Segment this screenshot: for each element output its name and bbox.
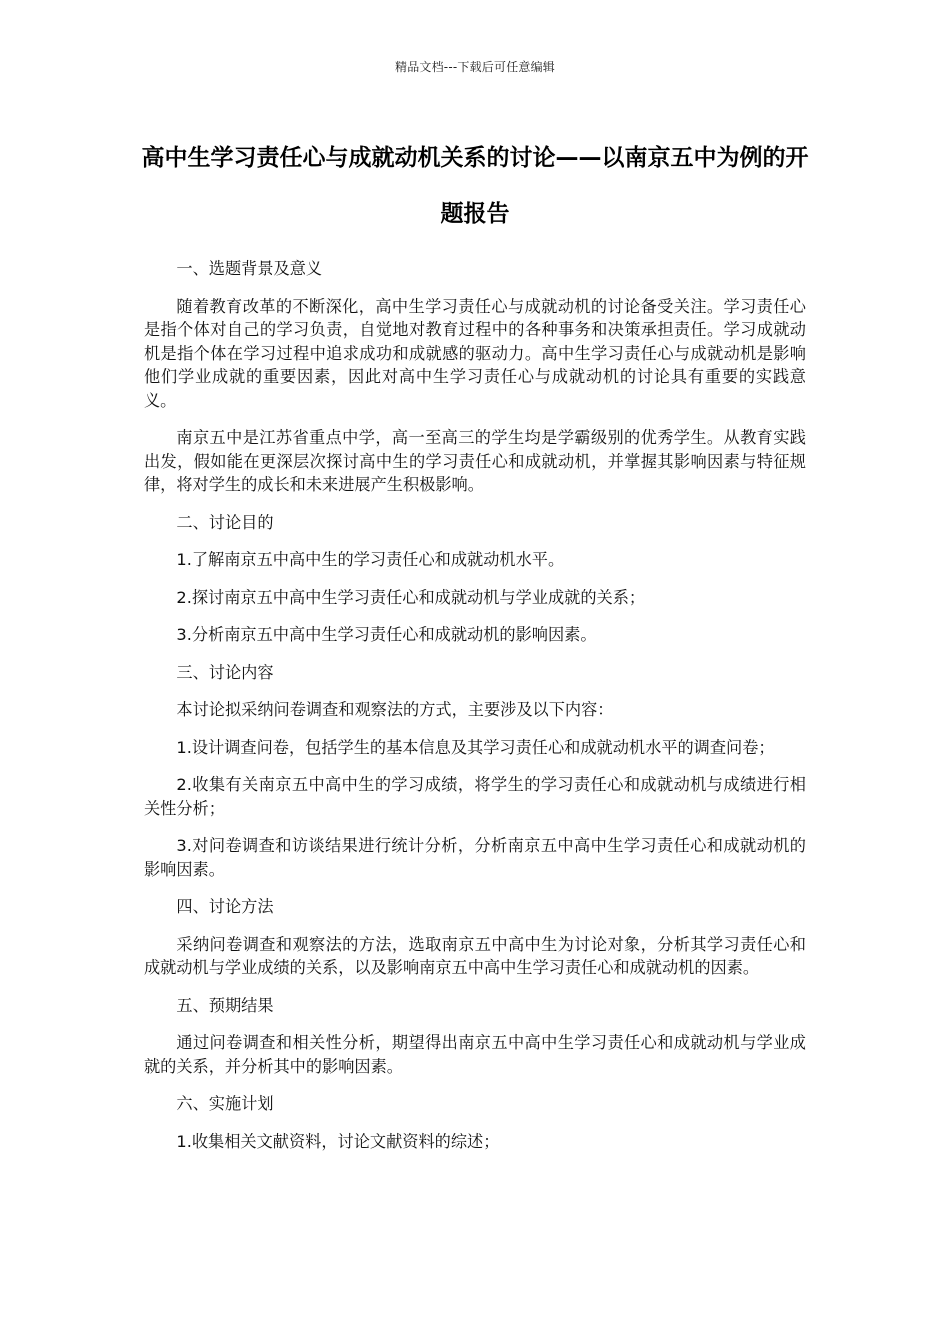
paragraph: 本讨论拟采纳问卷调查和观察法的方式，主要涉及以下内容： (176, 700, 614, 719)
paragraph: 通过问卷调查和相关性分析，期望得出南京五中高中生学习责任心和成就动机与学业成就的关系，并分析其中的影响因素。 (144, 1033, 806, 1076)
section-heading: 三、讨论内容 (176, 662, 274, 682)
section-heading: 六、实施计划 (176, 1094, 274, 1113)
section-heading: 一、选题背景及意义 (176, 259, 323, 278)
list-item: 1.收集相关文献资料，讨论文献资料的综述； (176, 1131, 500, 1151)
paragraph: 随着教育改革的不断深化，高中生学习责任心与成就动机的讨论备受关注。学习责任心是指个体对自己的学习负责，自觉地对教育过程中的各种事务和决策承担责任。学习成就动机是指个体在学习过程中追求成功和成就感的驱动力。高中生学习责任心与成就动机是影响他们学业成就的重要因素，因此对高中生学习责任心与成就动机的讨论具有重要的实践意义。 (144, 296, 806, 410)
section-heading: 二、讨论目的 (176, 512, 274, 532)
list-item: 3.对问卷调查和访谈结果进行统计分析，分析南京五中高中生学习责任心和成就动机的影响因素。 (144, 836, 806, 879)
paragraph: 采纳问卷调查和观察法的方法，选取南京五中高中生为讨论对象，分析其学习责任心和成就动机与学业成绩的关系，以及影响南京五中高中生学习责任心和成就动机的因素。 (144, 934, 806, 977)
section-heading: 四、讨论方法 (176, 897, 274, 916)
list-item: 2.探讨南京五中高中生学习责任心和成就动机与学业成就的关系； (176, 587, 646, 607)
list-item: 1.设计调查问卷，包括学生的基本信息及其学习责任心和成就动机水平的调查问卷； (176, 737, 775, 757)
section-heading: 五、预期结果 (176, 995, 274, 1015)
list-item: 3.分析南京五中高中生学习责任心和成就动机的影响因素。 (176, 625, 597, 644)
list-item: 2.收集有关南京五中高中生的学习成绩，将学生的学习责任心和成就动机与成绩进行相关性分析； (144, 775, 806, 818)
document-title: 高中生学习责任心与成就动机关系的讨论——以南京五中为例的开题报告 (141, 145, 809, 227)
paragraph: 南京五中是江苏省重点中学，高一至高三的学生均是学霸级别的优秀学生。从教育实践出发，假如能在更深层次探讨高中生的学习责任心和成就动机，并掌握其影响因素与特征规律，将对学生的成长和未来进展产生积极影响。 (144, 428, 806, 494)
header-note: 精品文档---下载后可任意编辑 (395, 60, 555, 74)
list-item: 1.了解南京五中高中生的学习责任心和成就动机水平。 (176, 550, 565, 569)
document-body (144, 257, 806, 1167)
